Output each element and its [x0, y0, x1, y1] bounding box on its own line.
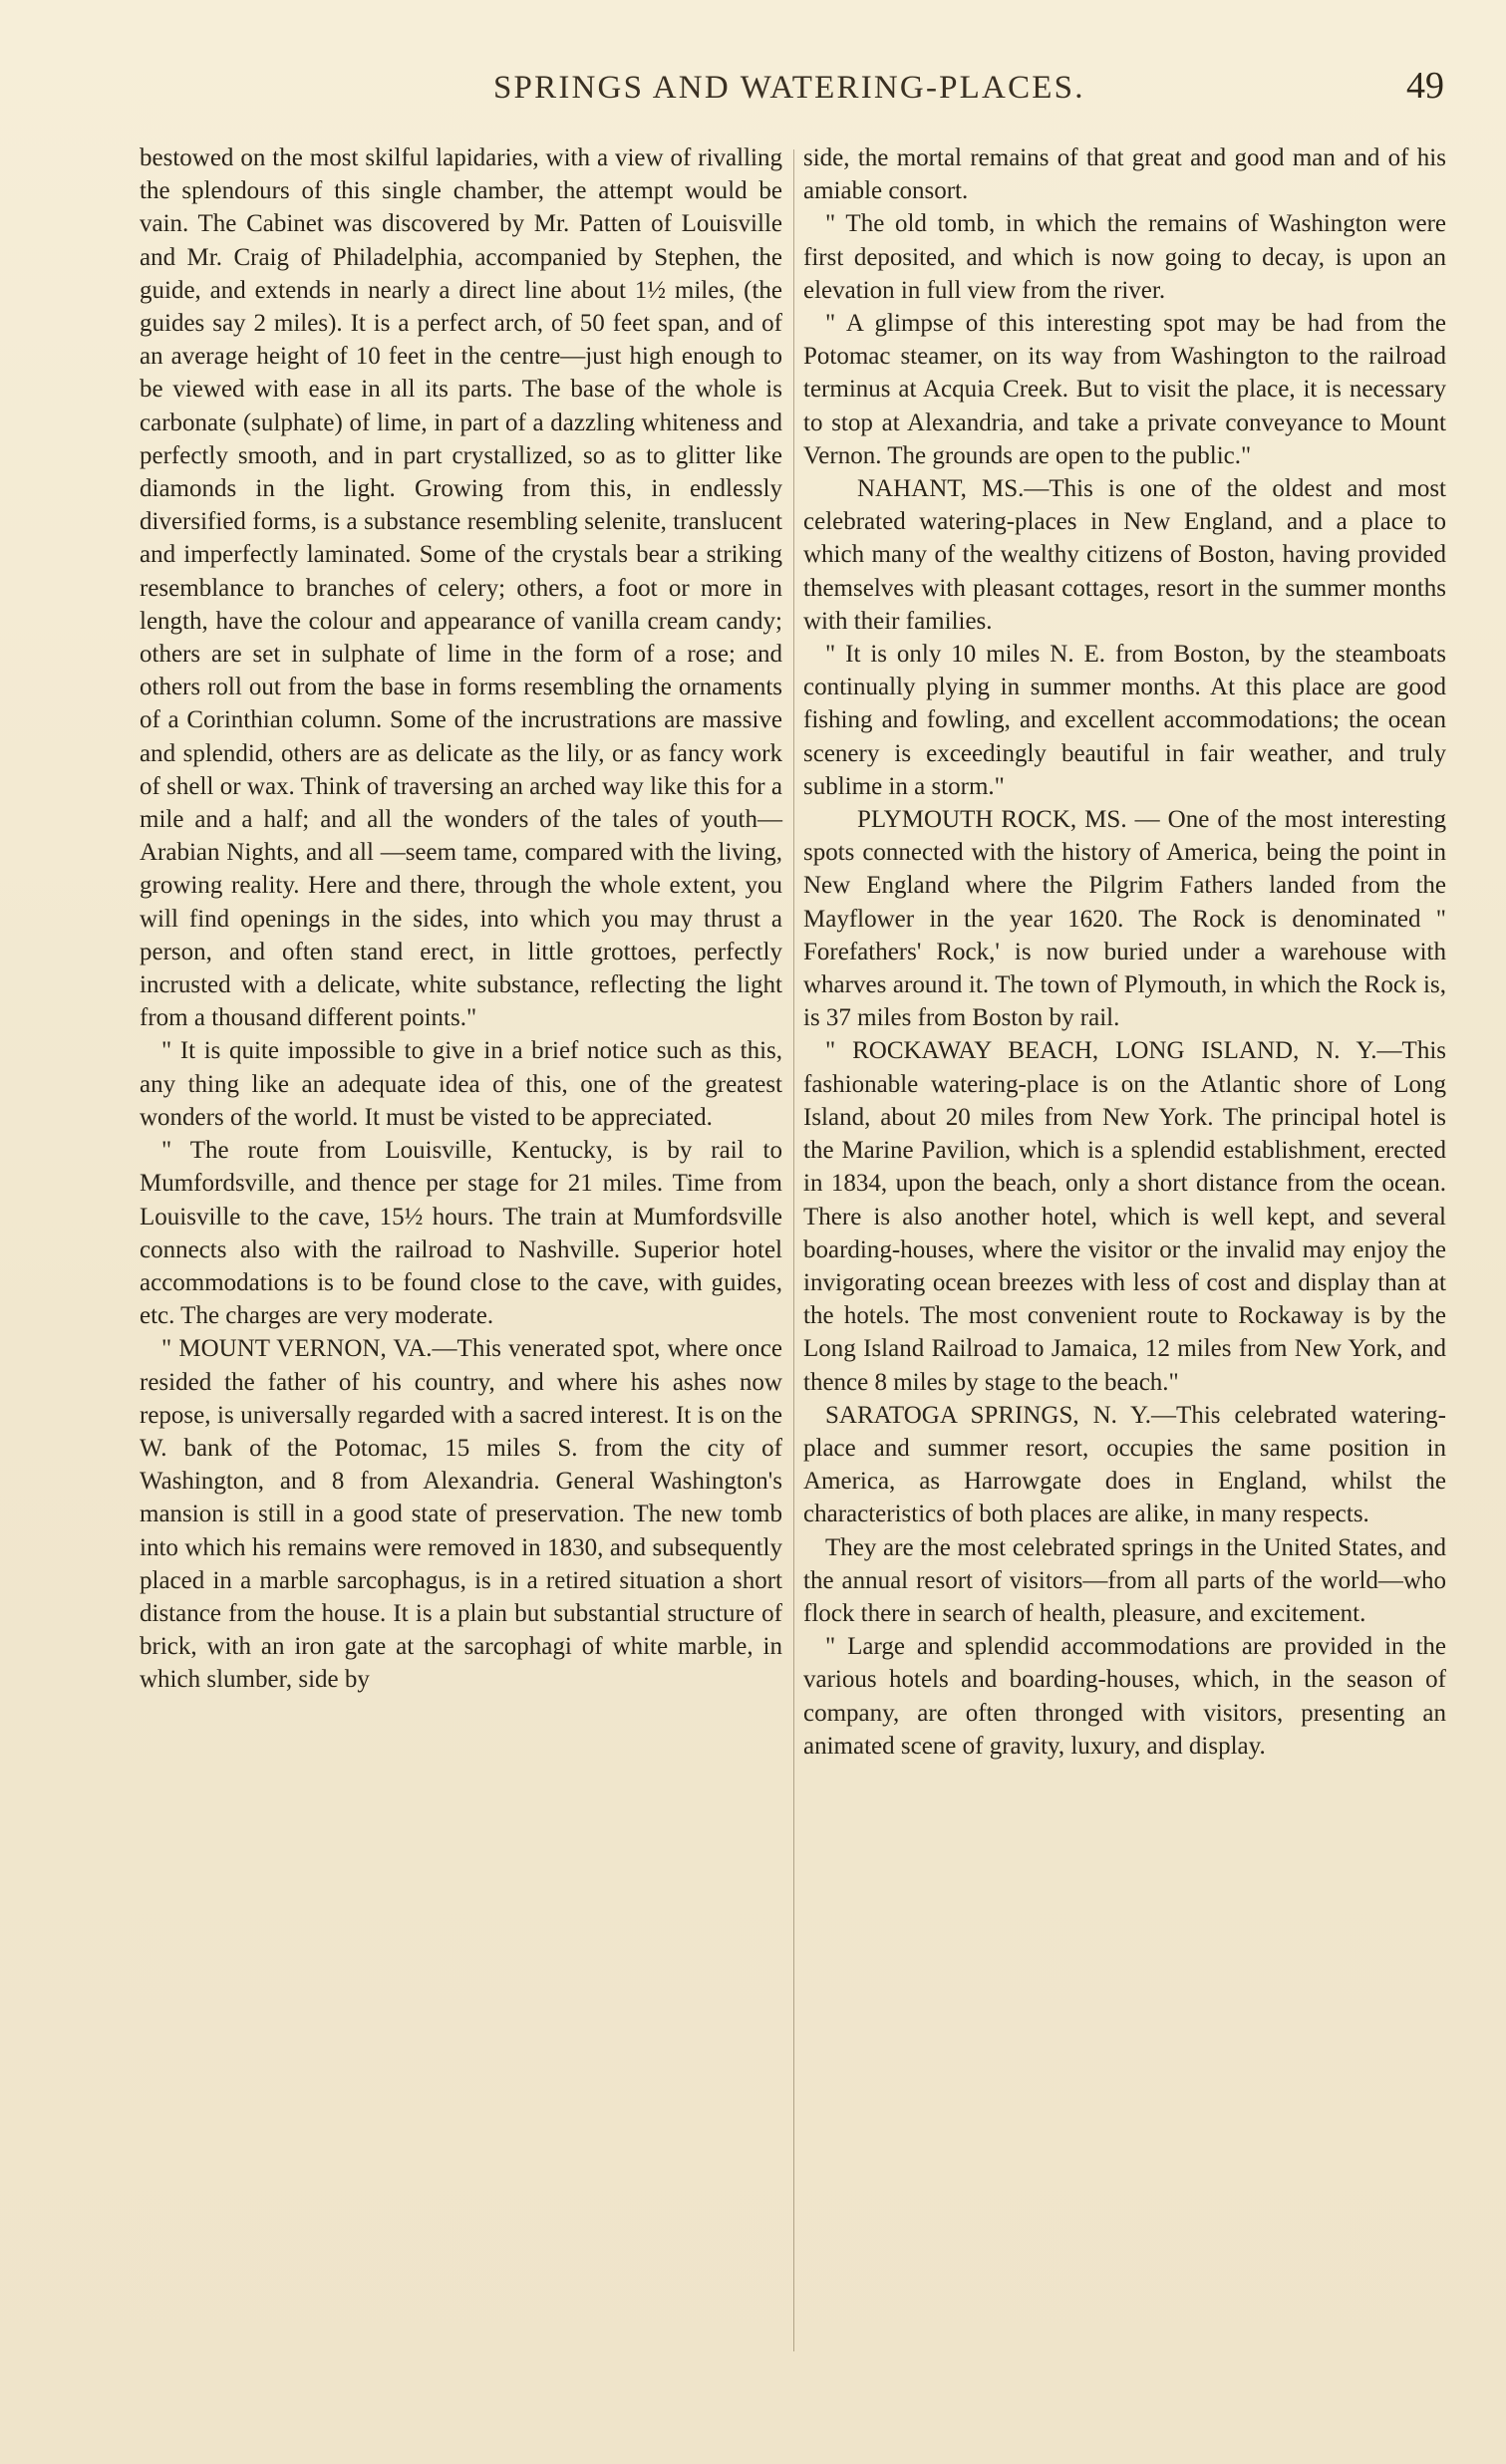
paragraph: " A glimpse of this interesting spot may be had from the Potomac steamer, on its way from Washington to the railroad terminus at Acquia Creek. But to visit the place, it is necessary to stop at Alexandria, and take a private conveyance to Mount Vernon. The grounds are open to the public." — [803, 310, 1446, 469]
paragraph: " The old tomb, in which the remains of Washington were first deposited, and which is now going to decay, is upon an elevation in full view from the river. — [803, 210, 1446, 304]
column-divider — [793, 149, 794, 2351]
page-number: 49 — [1406, 65, 1444, 107]
paragraph: They are the most celebrated springs in the United States, and the annual resort of visitors—from all parts of the world—who flock there in search of health, pleasure, and excitement. — [803, 1533, 1446, 1627]
paragraph: " It is only 10 miles N. E. from Boston, by the steamboats continually plying in summer months. At this place are good fishing and fowling, and excellent accommodations; the ocean scenery is exceedingly beautiful in fair weather, and truly sublime in a storm." — [803, 641, 1446, 800]
paragraph: NAHANT, MS.—This is one of the oldest and most celebrated watering-places in New England, and a place to which many of the wealthy citizens of Boston, having provided themselves with pleasant cottages, resort in the summer months with their families. — [803, 475, 1446, 635]
paragraph: side, the mortal remains of that great and good man and of his amiable consort. — [803, 144, 1446, 205]
left-column — [140, 141, 782, 1697]
paragraph: " ROCKAWAY BEACH, LONG ISLAND, N. Y.—This fashionable watering-place is on the Atlantic shore of Long Island, about 20 miles from New York. The principal hotel is the Marine Pavilion, which is a splendid establishment, erected in 1834, upon the beach, only a short distance from the ocean. There is also another hotel, which is well kept, and several boarding-houses, where the visitor or the invalid may enjoy the invigorating ocean breezes with less of cost and display than at the hotels. The most convenient route to Rockaway is by the Long Island Railroad to Jamaica, 12 miles from New York, and thence 8 miles by stage to the beach." — [803, 1037, 1446, 1396]
paragraph: " The route from Louisville, Kentucky, is by rail to Mumfordsville, and thence per stage for 21 miles. Time from Louisville to the cave, 15½ hours. The train at Mumfordsville connects also with the railroad to Nashville. Superior hotel accommodations is to be found close to the cave, with guides, etc. The charges are very moderate. — [140, 1137, 782, 1330]
paragraph: bestowed on the most skilful lapidaries, with a view of rivalling the splendours of this single chamber, the attempt would be vain. The Cabinet was discovered by Mr. Patten of Louisville and Mr. Craig of Philadelphia, accompanied by Stephen, the guide, and extends in nearly a direct line about 1½ miles, (the guides say 2 miles). It is a perfect arch, of 50 feet span, and of an average height of 10 feet in the centre—just high enough to be viewed with ease in all its parts. The base of the whole is carbonate (sulphate) of lime, in part of a dazzling whiteness and perfectly smooth, and in part crystallized, so as to glitter like diamonds in the light. Growing from this, in endlessly diversified forms, is a substance resembling selenite, translucent and imperfectly laminated. Some of the crystals bear a striking resemblance to branches of celery; others, a foot or more in length, have the colour and appearance of vanilla cream candy; others are set in sulphate of lime in the form of a rose; and others roll out from the base in forms resembling the ornaments of a Corinthian column. Some of the incrustrations are massive and splendid, others are as delicate as the lily, or as fancy work of shell or wax. Think of traversing an arched way like this for a mile and a half; and all the wonders of the tales of youth—Arabian Nights, and all —seem tame, compared with the living, growing reality. Here and there, through the whole extent, you will find openings in the sides, into which you may thrust a person, and often stand erect, in little grottoes, perfectly incrusted with a delicate, white substance, reflecting the light from a thousand different points." — [140, 144, 782, 1032]
paragraph: " Large and splendid accommodations are provided in the various hotels and boarding-houses, which, in the season of company, are often thronged with visitors, presenting an animated scene of gravity, luxury, and display. — [803, 1633, 1446, 1760]
paragraph: SARATOGA SPRINGS, N. Y.—This celebrated watering-place and summer resort, occupies the same position in America, as Harrowgate does in England, whilst the characteristics of both places are alike, in many respects. — [803, 1401, 1446, 1528]
paragraph: " MOUNT VERNON, VA.—This venerated spot, where once resided the father of his country, and where his ashes now repose, is universally regarded with a sacred interest. It is on the W. bank of the Potomac, 15 miles S. from the city of Washington, and 8 from Alexandria. General Washington's mansion is still in a good state of preservation. The new tomb into which his remains were removed in 1830, and subsequently placed in a marble sarcophagus, is in a retired situation a short distance from the house. It is a plain but substantial structure of brick, with an iron gate at the sarcophagi of white marble, in which slumber, side by — [140, 1335, 782, 1694]
paragraph: PLYMOUTH ROCK, MS. — One of the most interesting spots connected with the history of America, being the point in New England where the Pilgrim Fathers landed from the Mayflower in the year 1620. The Rock is denominated " Forefathers' Rock,' is now buried under a warehouse with wharves around it. The town of Plymouth, in which the Rock is, is 37 miles from Boston by rail. — [803, 806, 1446, 1032]
page-header — [140, 64, 1444, 120]
paragraph: " It is quite impossible to give in a brief notice such as this, any thing like an adequate idea of this, one of the greatest wonders of the world. It must be visted to be appreciated. — [140, 1037, 782, 1131]
right-column — [803, 141, 1446, 1763]
running-title: SPRINGS AND WATERING-PLACES. — [493, 70, 1085, 106]
